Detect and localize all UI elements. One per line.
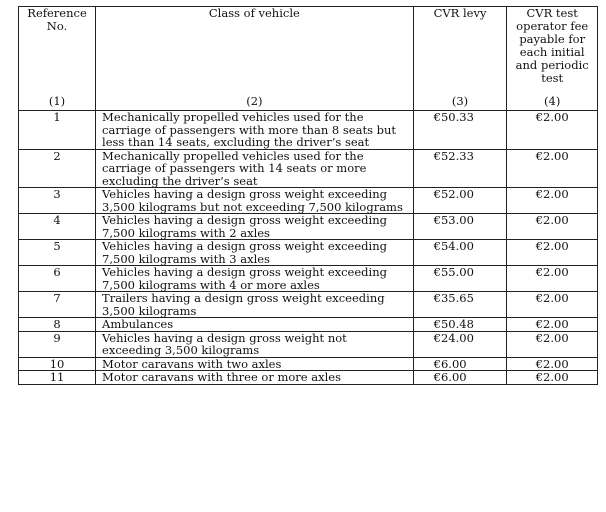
test-operator-fee: €2.00 xyxy=(507,149,598,188)
test-operator-fee: €2.00 xyxy=(507,266,598,292)
vehicle-class xyxy=(96,188,414,214)
vehicle-class xyxy=(96,371,414,385)
vehicle-class-line: Ambulances xyxy=(102,317,174,331)
vehicle-class xyxy=(96,214,414,240)
test-operator-fee: €2.00 xyxy=(507,357,598,371)
header-fee-number: (4) xyxy=(544,94,561,108)
vehicle-class-line: 7,500 kilograms with 3 axles xyxy=(102,251,270,266)
table-row xyxy=(19,266,598,292)
header-reference-line-2: No. xyxy=(46,19,68,33)
header-reference xyxy=(19,7,96,111)
vehicle-class-line: Vehicles having a design gross weight exceeding xyxy=(102,213,387,227)
cvr-levy: €55.00 xyxy=(413,266,507,292)
vehicle-class xyxy=(96,149,414,188)
table-row xyxy=(19,318,598,332)
reference-number: 2 xyxy=(19,149,96,188)
vehicle-class xyxy=(96,292,414,318)
vehicle-class-line: Mechanically propelled vehicles used for the xyxy=(102,110,364,124)
test-operator-fee: €2.00 xyxy=(507,292,598,318)
cvr-levy: €52.00 xyxy=(413,188,507,214)
vehicle-class-line: Motor caravans with three or more axles xyxy=(102,370,341,384)
vehicle-class-line: Vehicles having a design gross weight exceeding xyxy=(102,187,387,201)
header-reference-number: (1) xyxy=(48,94,66,108)
test-operator-fee: €2.00 xyxy=(507,214,598,240)
cvr-levy: €24.00 xyxy=(413,331,507,357)
vehicle-class-line: 3,500 kilograms but not exceeding 7,500 kilograms xyxy=(102,199,403,214)
test-operator-fee: €2.00 xyxy=(507,111,598,150)
cvr-levy: €6.00 xyxy=(413,371,507,385)
vehicle-class-line: carriage of passengers with 14 seats or more xyxy=(102,161,367,175)
header-class xyxy=(96,7,414,111)
table-row xyxy=(19,357,598,371)
table-row xyxy=(19,292,598,318)
vehicle-class-line: carriage of passengers with more than 8 seats but xyxy=(102,122,397,137)
reference-number: 11 xyxy=(19,371,96,385)
cvr-levy: €35.65 xyxy=(413,292,507,318)
reference-number: 6 xyxy=(19,266,96,292)
table-row xyxy=(19,331,598,357)
header-reference-line-1: Reference xyxy=(27,6,87,20)
cvr-levy: €53.00 xyxy=(413,214,507,240)
reference-number: 4 xyxy=(19,214,96,240)
header-fee-line-2: operator fee xyxy=(516,19,589,33)
vehicle-class-line: exceeding 3,500 kilograms xyxy=(102,343,260,357)
reference-number: 8 xyxy=(19,318,96,332)
reference-number: 7 xyxy=(19,292,96,318)
header-fee-line-1: CVR test xyxy=(526,6,578,20)
header-levy xyxy=(413,7,507,111)
header-class-number: (2) xyxy=(246,94,263,108)
test-operator-fee: €2.00 xyxy=(507,240,598,266)
header-row xyxy=(19,7,598,111)
test-operator-fee: €2.00 xyxy=(507,331,598,357)
reference-number: 1 xyxy=(19,111,96,150)
header-class-title: Class of vehicle xyxy=(208,6,300,20)
header-levy-number: (3) xyxy=(451,94,469,108)
vehicle-class-line: 3,500 kilograms xyxy=(102,303,197,318)
vehicle-class-line: Trailers having a design gross weight exceeding xyxy=(102,291,385,305)
vehicle-class-line: less than 14 seats, excluding the driver’s seat xyxy=(102,135,370,149)
reference-number: 5 xyxy=(19,240,96,266)
table-row xyxy=(19,188,598,214)
header-fee-line-4: each initial xyxy=(519,45,585,59)
cvr-levy: €52.33 xyxy=(413,149,507,188)
vehicle-class xyxy=(96,111,414,150)
cvr-levy: €50.48 xyxy=(413,318,507,332)
vehicle-class xyxy=(96,318,414,332)
cvr-levy: €50.33 xyxy=(413,111,507,150)
vehicle-class-line: excluding the driver’s seat xyxy=(102,173,258,188)
header-levy-title: CVR levy xyxy=(433,6,487,20)
vehicle-class-line: Vehicles having a design gross weight exceeding xyxy=(102,265,387,279)
test-operator-fee: €2.00 xyxy=(507,371,598,385)
test-operator-fee: €2.00 xyxy=(507,318,598,332)
table-row xyxy=(19,371,598,385)
reference-number: 9 xyxy=(19,331,96,357)
header-fee-line-5: and periodic xyxy=(515,58,589,72)
vehicle-class-line: Vehicles having a design gross weight not xyxy=(102,330,347,345)
vehicle-class xyxy=(96,266,414,292)
levy-table xyxy=(18,6,598,385)
vehicle-class-line: 7,500 kilograms with 2 axles xyxy=(102,225,270,240)
cvr-levy: €54.00 xyxy=(413,240,507,266)
table-row xyxy=(19,149,598,188)
reference-number: 3 xyxy=(19,188,96,214)
header-fee xyxy=(507,7,598,111)
table-body xyxy=(19,111,598,385)
cvr-levy: €6.00 xyxy=(413,357,507,371)
table-row xyxy=(19,240,598,266)
vehicle-class xyxy=(96,331,414,357)
test-operator-fee: €2.00 xyxy=(507,188,598,214)
vehicle-class xyxy=(96,240,414,266)
vehicle-class-line: Motor caravans with two axles xyxy=(102,356,282,371)
vehicle-class-line: Mechanically propelled vehicles used for the xyxy=(102,148,364,163)
header-fee-line-3: payable for xyxy=(519,32,586,46)
header-fee-line-6: test xyxy=(541,71,564,85)
vehicle-class-line: Vehicles having a design gross weight exceeding xyxy=(102,239,387,253)
vehicle-class-line: 7,500 kilograms with 4 or more axles xyxy=(102,277,320,292)
reference-number: 10 xyxy=(19,357,96,371)
table-row xyxy=(19,111,598,150)
vehicle-class xyxy=(96,357,414,371)
table-row xyxy=(19,214,598,240)
